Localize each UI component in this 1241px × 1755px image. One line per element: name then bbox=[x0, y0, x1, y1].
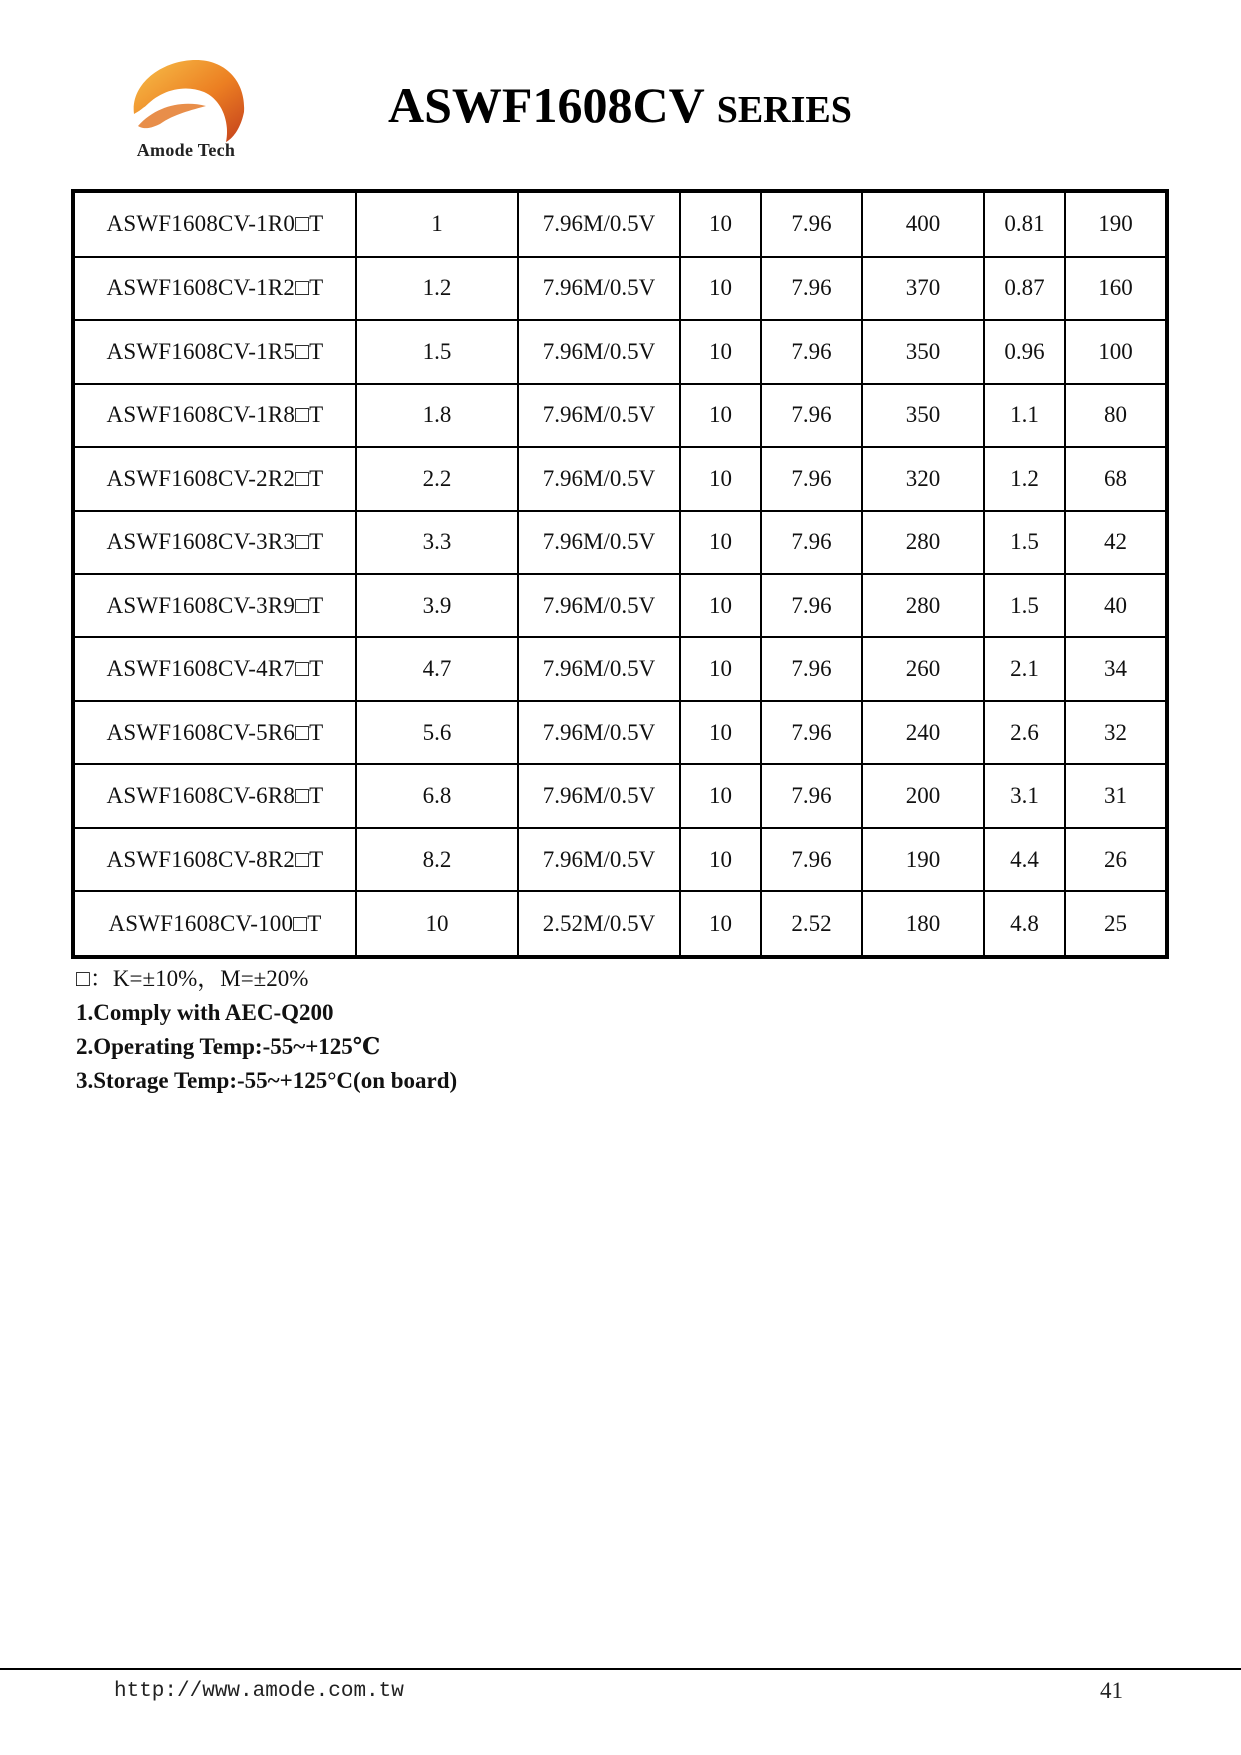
cell-q-min: 10 bbox=[680, 574, 761, 637]
cell-dcr-max: 4.8 bbox=[984, 891, 1065, 957]
page-number: 41 bbox=[1100, 1678, 1123, 1703]
cell-test-freq: 2.52M/0.5V bbox=[518, 891, 680, 957]
cell-part-number: ASWF1608CV-8R2□T bbox=[73, 828, 356, 891]
cell-dcr-max: 2.6 bbox=[984, 701, 1065, 764]
cell-q-test-freq: 7.96 bbox=[761, 447, 862, 510]
cell-rated-current: 40 bbox=[1065, 574, 1167, 637]
cell-srf-min: 320 bbox=[862, 447, 984, 510]
cell-test-freq: 7.96M/0.5V bbox=[518, 574, 680, 637]
cell-inductance: 3.9 bbox=[356, 574, 518, 637]
note-item: 2.Operating Temp:-55~+125℃ bbox=[76, 1034, 381, 1059]
cell-q-test-freq: 2.52 bbox=[761, 891, 862, 957]
cell-inductance: 2.2 bbox=[356, 447, 518, 510]
cell-part-number: ASWF1608CV-1R0□T bbox=[73, 191, 356, 257]
cell-dcr-max: 0.96 bbox=[984, 320, 1065, 383]
cell-rated-current: 68 bbox=[1065, 447, 1167, 510]
cell-q-min: 10 bbox=[680, 191, 761, 257]
cell-rated-current: 32 bbox=[1065, 701, 1167, 764]
table-row bbox=[73, 764, 1167, 827]
title-main: ASWF1608CV bbox=[388, 77, 705, 133]
cell-rated-current: 100 bbox=[1065, 320, 1167, 383]
cell-q-min: 10 bbox=[680, 764, 761, 827]
cell-rated-current: 160 bbox=[1065, 257, 1167, 320]
cell-dcr-max: 3.1 bbox=[984, 764, 1065, 827]
cell-q-test-freq: 7.96 bbox=[761, 257, 862, 320]
footer-url: http://www.amode.com.tw bbox=[114, 1680, 404, 1703]
table-row bbox=[73, 701, 1167, 764]
cell-test-freq: 7.96M/0.5V bbox=[518, 257, 680, 320]
cell-test-freq: 7.96M/0.5V bbox=[518, 447, 680, 510]
table-row bbox=[73, 257, 1167, 320]
table-row bbox=[73, 511, 1167, 574]
cell-q-min: 10 bbox=[680, 447, 761, 510]
cell-inductance: 1 bbox=[356, 191, 518, 257]
tolerance-note: □：K=±10%，M=±20% bbox=[76, 966, 309, 991]
company-logo bbox=[118, 56, 254, 168]
cell-test-freq: 7.96M/0.5V bbox=[518, 320, 680, 383]
cell-dcr-max: 4.4 bbox=[984, 828, 1065, 891]
cell-test-freq: 7.96M/0.5V bbox=[518, 828, 680, 891]
logo-flame-icon bbox=[122, 56, 250, 142]
spec-table-body bbox=[73, 191, 1167, 957]
title-series: SERIES bbox=[716, 89, 852, 131]
cell-q-test-freq: 7.96 bbox=[761, 191, 862, 257]
cell-part-number: ASWF1608CV-3R9□T bbox=[73, 574, 356, 637]
cell-rated-current: 190 bbox=[1065, 191, 1167, 257]
table-row bbox=[73, 891, 1167, 957]
cell-srf-min: 190 bbox=[862, 828, 984, 891]
cell-srf-min: 200 bbox=[862, 764, 984, 827]
cell-q-min: 10 bbox=[680, 384, 761, 447]
cell-dcr-max: 2.1 bbox=[984, 637, 1065, 700]
spec-table bbox=[71, 189, 1169, 959]
cell-inductance: 1.8 bbox=[356, 384, 518, 447]
cell-test-freq: 7.96M/0.5V bbox=[518, 191, 680, 257]
cell-rated-current: 26 bbox=[1065, 828, 1167, 891]
cell-q-test-freq: 7.96 bbox=[761, 701, 862, 764]
cell-test-freq: 7.96M/0.5V bbox=[518, 637, 680, 700]
cell-q-min: 10 bbox=[680, 637, 761, 700]
cell-test-freq: 7.96M/0.5V bbox=[518, 701, 680, 764]
cell-q-min: 10 bbox=[680, 257, 761, 320]
cell-part-number: ASWF1608CV-1R5□T bbox=[73, 320, 356, 383]
cell-part-number: ASWF1608CV-3R3□T bbox=[73, 511, 356, 574]
cell-q-min: 10 bbox=[680, 828, 761, 891]
cell-srf-min: 370 bbox=[862, 257, 984, 320]
cell-rated-current: 31 bbox=[1065, 764, 1167, 827]
footer-divider bbox=[0, 1668, 1241, 1670]
cell-part-number: ASWF1608CV-2R2□T bbox=[73, 447, 356, 510]
cell-part-number: ASWF1608CV-5R6□T bbox=[73, 701, 356, 764]
table-row bbox=[73, 447, 1167, 510]
cell-test-freq: 7.96M/0.5V bbox=[518, 384, 680, 447]
cell-dcr-max: 1.5 bbox=[984, 511, 1065, 574]
cell-dcr-max: 1.2 bbox=[984, 447, 1065, 510]
table-row bbox=[73, 828, 1167, 891]
cell-q-min: 10 bbox=[680, 320, 761, 383]
cell-part-number: ASWF1608CV-1R2□T bbox=[73, 257, 356, 320]
cell-inductance: 3.3 bbox=[356, 511, 518, 574]
cell-srf-min: 280 bbox=[862, 511, 984, 574]
cell-inductance: 8.2 bbox=[356, 828, 518, 891]
cell-dcr-max: 0.81 bbox=[984, 191, 1065, 257]
note-item: 1.Comply with AEC-Q200 bbox=[76, 1000, 334, 1025]
cell-test-freq: 7.96M/0.5V bbox=[518, 764, 680, 827]
cell-rated-current: 42 bbox=[1065, 511, 1167, 574]
cell-test-freq: 7.96M/0.5V bbox=[518, 511, 680, 574]
cell-part-number: ASWF1608CV-4R7□T bbox=[73, 637, 356, 700]
cell-srf-min: 260 bbox=[862, 637, 984, 700]
cell-inductance: 5.6 bbox=[356, 701, 518, 764]
cell-q-min: 10 bbox=[680, 511, 761, 574]
cell-dcr-max: 1.1 bbox=[984, 384, 1065, 447]
cell-inductance: 1.2 bbox=[356, 257, 518, 320]
cell-dcr-max: 1.5 bbox=[984, 574, 1065, 637]
cell-q-test-freq: 7.96 bbox=[761, 574, 862, 637]
cell-q-test-freq: 7.96 bbox=[761, 384, 862, 447]
cell-q-test-freq: 7.96 bbox=[761, 320, 862, 383]
cell-q-test-freq: 7.96 bbox=[761, 637, 862, 700]
cell-inductance: 4.7 bbox=[356, 637, 518, 700]
cell-srf-min: 180 bbox=[862, 891, 984, 957]
cell-srf-min: 400 bbox=[862, 191, 984, 257]
cell-srf-min: 240 bbox=[862, 701, 984, 764]
cell-q-min: 10 bbox=[680, 891, 761, 957]
table-row bbox=[73, 637, 1167, 700]
cell-dcr-max: 0.87 bbox=[984, 257, 1065, 320]
cell-rated-current: 34 bbox=[1065, 637, 1167, 700]
cell-q-test-freq: 7.96 bbox=[761, 511, 862, 574]
cell-part-number: ASWF1608CV-1R8□T bbox=[73, 384, 356, 447]
cell-rated-current: 80 bbox=[1065, 384, 1167, 447]
cell-q-test-freq: 7.96 bbox=[761, 828, 862, 891]
table-row bbox=[73, 320, 1167, 383]
page-title bbox=[388, 77, 852, 133]
logo-text: Amode Tech bbox=[136, 140, 236, 160]
cell-inductance: 10 bbox=[356, 891, 518, 957]
cell-inductance: 6.8 bbox=[356, 764, 518, 827]
table-row bbox=[73, 574, 1167, 637]
cell-part-number: ASWF1608CV-6R8□T bbox=[73, 764, 356, 827]
cell-rated-current: 25 bbox=[1065, 891, 1167, 957]
cell-srf-min: 350 bbox=[862, 320, 984, 383]
table-row bbox=[73, 384, 1167, 447]
note-item: 3.Storage Temp:-55~+125°C(on board) bbox=[76, 1068, 458, 1093]
notes-section bbox=[76, 962, 457, 1098]
table-row bbox=[73, 191, 1167, 257]
cell-part-number: ASWF1608CV-100□T bbox=[73, 891, 356, 957]
cell-q-min: 10 bbox=[680, 701, 761, 764]
cell-inductance: 1.5 bbox=[356, 320, 518, 383]
cell-q-test-freq: 7.96 bbox=[761, 764, 862, 827]
cell-srf-min: 350 bbox=[862, 384, 984, 447]
cell-srf-min: 280 bbox=[862, 574, 984, 637]
